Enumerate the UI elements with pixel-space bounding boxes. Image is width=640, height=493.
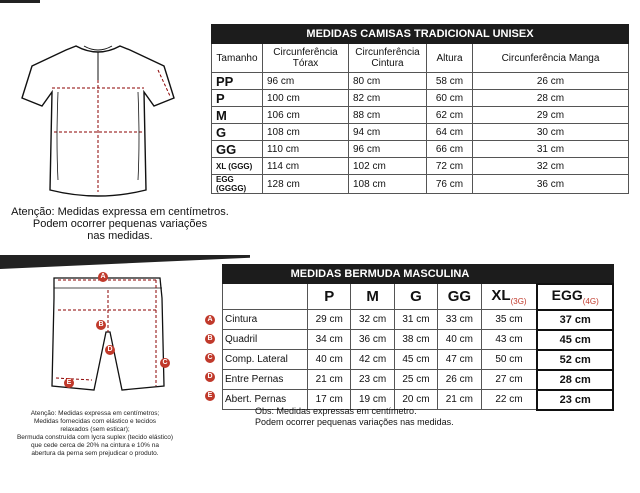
small-note-line: que cede cerca de 20% na cintura e 10% na [31, 442, 159, 449]
shirt-cell-altura: 62 cm [427, 107, 473, 124]
shirt-note [0, 206, 240, 242]
shirt-note-line: Podem ocorrer pequenas variações [32, 218, 208, 230]
shirt-cell-size: EGG (GGGG) [212, 175, 263, 194]
small-note-line: Atenção: Medidas expressa em centímetros; [30, 410, 160, 417]
marker-d-icon: D [105, 345, 115, 355]
shirt-cell-cintura: 102 cm [349, 158, 427, 175]
shorts-size-table [222, 264, 614, 411]
shirt-cell-size: M [212, 107, 263, 124]
size-label: EGG [551, 287, 583, 304]
measure-value: 21 cm [308, 370, 351, 390]
header-size: Tamanho [212, 44, 263, 73]
shirt-cell-cintura: 82 cm [349, 90, 427, 107]
top-band [0, 0, 40, 3]
measure-label: Quadril [223, 330, 308, 350]
shirt-cell-size: PP [212, 73, 263, 90]
shirt-cell-altura: 72 cm [427, 158, 473, 175]
shirt-cell-altura: 66 cm [427, 141, 473, 158]
size-label: XL [491, 287, 511, 304]
shirt-cell-manga: 31 cm [473, 141, 629, 158]
shirt-cell-size: P [212, 90, 263, 107]
small-note-line: Bermuda construída com lycra suplex (tecido elástico) [16, 434, 174, 441]
shirt-cell-size: G [212, 124, 263, 141]
header-torax: Circunferência Tórax [263, 44, 349, 73]
shirt-cell-manga: 28 cm [473, 90, 629, 107]
shirt-table-title: MEDIDAS CAMISAS TRADICIONAL UNISEX [212, 25, 629, 44]
size-label: M [366, 288, 379, 305]
shorts-diagram [28, 270, 188, 400]
marker-b-icon: B [96, 320, 106, 330]
measure-value: 52 cm [537, 350, 613, 370]
shirt-cell-manga: 32 cm [473, 158, 629, 175]
shirt-cell-manga: 29 cm [473, 107, 629, 124]
measure-value: 27 cm [481, 370, 537, 390]
measure-value: 31 cm [394, 310, 437, 330]
shorts-note [255, 406, 515, 428]
shorts-size-header [438, 284, 481, 310]
shirt-cell-torax: 108 cm [263, 124, 349, 141]
shirt-cell-cintura: 108 cm [349, 175, 427, 194]
shirt-table-row [212, 90, 629, 107]
measure-label: Cintura [223, 310, 308, 330]
shirt-table-row [212, 175, 629, 194]
header-manga: Circunferência Manga [473, 44, 629, 73]
shirt-table-row [212, 73, 629, 90]
measure-value: 42 cm [351, 350, 394, 370]
shorts-note-line: Podem ocorrer pequenas variações nas medidas. [255, 417, 454, 427]
shirt-cell-size: GG [212, 141, 263, 158]
shorts-small-note [0, 410, 190, 458]
shorts-size-header [537, 284, 613, 310]
shirt-cell-cintura: 88 cm [349, 107, 427, 124]
shirt-cell-torax: 106 cm [263, 107, 349, 124]
measure-label: Entre Pernas [223, 370, 308, 390]
measure-value: 23 cm [537, 390, 613, 410]
measure-value: 38 cm [394, 330, 437, 350]
measure-value: 17 cm [308, 390, 351, 410]
measure-label: Comp. Lateral [223, 350, 308, 370]
shirt-cell-altura: 58 cm [427, 73, 473, 90]
measure-value: 28 cm [537, 370, 613, 390]
row-marker-icon: C [205, 353, 215, 363]
row-marker-icon: E [205, 391, 215, 401]
measure-value: 21 cm [438, 390, 481, 410]
shirt-cell-manga: 30 cm [473, 124, 629, 141]
shorts-size-header [351, 284, 394, 310]
shorts-size-header [308, 284, 351, 310]
measure-value: 50 cm [481, 350, 537, 370]
small-note-line: abertura da perna sem prejudicar o produto. [31, 450, 159, 457]
shirt-cell-altura: 60 cm [427, 90, 473, 107]
size-label: G [410, 288, 422, 305]
shirt-cell-torax: 128 cm [263, 175, 349, 194]
shirt-table-row [212, 158, 629, 175]
header-cintura: Circunferência Cintura [349, 44, 427, 73]
shorts-note-line: Obs: Medidas expressas em centímetro. [255, 406, 417, 416]
shirt-note-line: Atenção: Medidas expressa em centímetros. [11, 206, 229, 218]
measure-value: 40 cm [438, 330, 481, 350]
shirt-table-row [212, 107, 629, 124]
shirt-table-row [212, 124, 629, 141]
row-marker-icon: D [205, 372, 215, 382]
shirt-cell-torax: 96 cm [263, 73, 349, 90]
shirt-cell-manga: 26 cm [473, 73, 629, 90]
marker-c-icon: C [160, 358, 170, 368]
marker-a-icon: A [98, 272, 108, 282]
size-sub-label: (4G) [582, 296, 599, 306]
measure-value: 36 cm [351, 330, 394, 350]
measure-value: 22 cm [481, 390, 537, 410]
shirt-cell-manga: 36 cm [473, 175, 629, 194]
measure-value: 25 cm [394, 370, 437, 390]
shirt-cell-torax: 100 cm [263, 90, 349, 107]
shorts-table-row [223, 370, 614, 390]
measure-value: 34 cm [308, 330, 351, 350]
shirt-cell-altura: 64 cm [427, 124, 473, 141]
shirt-diagram [18, 40, 178, 205]
small-note-line: relaxados (sem esticar); [60, 426, 130, 433]
measure-value: 20 cm [394, 390, 437, 410]
shirt-size-table [211, 24, 629, 194]
measure-value: 37 cm [537, 310, 613, 330]
section-divider [0, 255, 250, 269]
measure-value: 23 cm [351, 370, 394, 390]
shorts-size-header [481, 284, 537, 310]
measure-value: 45 cm [394, 350, 437, 370]
size-label: GG [447, 288, 472, 305]
shorts-table-row [223, 310, 614, 330]
measure-value: 47 cm [438, 350, 481, 370]
shirt-cell-cintura: 80 cm [349, 73, 427, 90]
header-altura: Altura [427, 44, 473, 73]
measure-value: 33 cm [438, 310, 481, 330]
shirt-cell-cintura: 96 cm [349, 141, 427, 158]
shirt-cell-torax: 110 cm [263, 141, 349, 158]
shorts-table-row [223, 350, 614, 370]
measure-value: 40 cm [308, 350, 351, 370]
measure-value: 43 cm [481, 330, 537, 350]
row-marker-icon: B [205, 334, 215, 344]
shirt-cell-torax: 114 cm [263, 158, 349, 175]
shirt-cell-size: XL (GGG) [212, 158, 263, 175]
measure-value: 32 cm [351, 310, 394, 330]
shirt-cell-altura: 76 cm [427, 175, 473, 194]
shorts-size-header [394, 284, 437, 310]
marker-e-icon: E [64, 378, 74, 388]
size-label: P [324, 288, 335, 305]
measure-value: 45 cm [537, 330, 613, 350]
shirt-cell-cintura: 94 cm [349, 124, 427, 141]
shorts-table-row [223, 330, 614, 350]
shirt-table-row [212, 141, 629, 158]
measure-value: 19 cm [351, 390, 394, 410]
measure-label: Abert. Pernas [223, 390, 308, 410]
shorts-table-title: MEDIDAS BERMUDA MASCULINA [223, 265, 538, 284]
measure-value: 35 cm [481, 310, 537, 330]
measure-value: 26 cm [438, 370, 481, 390]
measure-value: 29 cm [308, 310, 351, 330]
small-note-line: Medidas fornecidas com elástico e tecidos [33, 418, 157, 425]
shirt-note-line: nas medidas. [87, 230, 153, 242]
row-marker-icon: A [205, 315, 215, 325]
size-sub-label: (3G) [510, 297, 527, 306]
